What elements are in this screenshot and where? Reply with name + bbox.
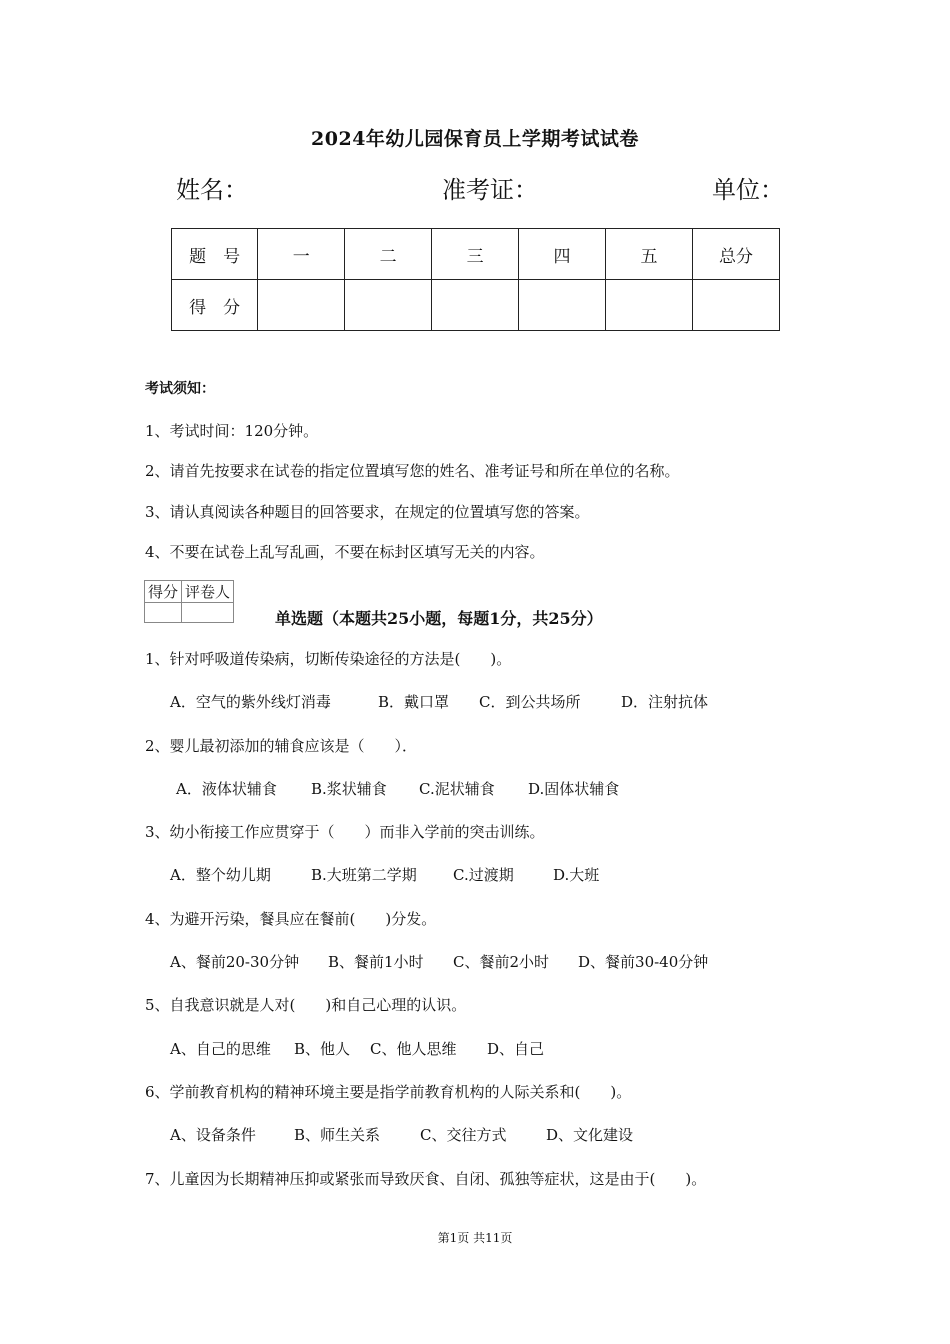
option-c[interactable]: C、他人思维 bbox=[370, 1040, 457, 1058]
option-d[interactable]: D．注射抗体 bbox=[621, 693, 709, 711]
score-table-header-cell: 三 bbox=[432, 229, 519, 280]
option-b[interactable]: B、他人 bbox=[294, 1040, 351, 1058]
option-b[interactable]: B.浆状辅食 bbox=[311, 780, 387, 798]
page-footer: 第1页 共11页 bbox=[437, 1231, 513, 1245]
score-table-header-row bbox=[172, 229, 780, 280]
score-cell[interactable] bbox=[606, 280, 693, 331]
option-b[interactable]: B、餐前1小时 bbox=[328, 953, 424, 971]
option-a[interactable]: A．整个幼儿期 bbox=[170, 866, 271, 884]
option-a[interactable]: A．液体状辅食 bbox=[176, 780, 277, 798]
grader-box bbox=[144, 580, 234, 623]
notice-item: 4、不要在试卷上乱写乱画，不要在标封区填写无关的内容。 bbox=[145, 543, 545, 561]
option-d[interactable]: D、自己 bbox=[487, 1040, 545, 1058]
option-d[interactable]: D、文化建设 bbox=[546, 1126, 634, 1144]
score-cell[interactable] bbox=[692, 280, 779, 331]
option-b[interactable]: B．戴口罩 bbox=[378, 693, 450, 711]
page-title: 2024年幼儿园保育员上学期考试试卷 bbox=[311, 128, 639, 150]
notice-item: 1、考试时间：120分钟。 bbox=[145, 422, 319, 440]
question-text: 7、儿童因为长期精神压抑或紧张而导致厌食、自闭、孤独等症状，这是由于( )。 bbox=[145, 1170, 707, 1188]
option-c[interactable]: C．到公共场所 bbox=[479, 693, 581, 711]
option-a[interactable]: A、餐前20-30分钟 bbox=[170, 953, 300, 971]
question-text: 5、自我意识就是人对( )和自己心理的认识。 bbox=[145, 996, 467, 1014]
score-table-header-cell: 五 bbox=[606, 229, 693, 280]
score-row-label: 得 分 bbox=[172, 280, 258, 331]
option-d[interactable]: D.大班 bbox=[553, 866, 600, 884]
notice-heading: 考试须知： bbox=[145, 381, 215, 397]
score-table-header-cell: 四 bbox=[519, 229, 606, 280]
exam-number-label: 准考证： bbox=[442, 176, 538, 204]
section-title: 单选题（本题共25小题，每题1分，共25分） bbox=[275, 609, 603, 628]
score-table-header-cell: 题 号 bbox=[172, 229, 258, 280]
option-c[interactable]: C.过渡期 bbox=[453, 866, 514, 884]
score-table-header-cell: 一 bbox=[258, 229, 345, 280]
question-text: 1、针对呼吸道传染病，切断传染途径的方法是( )。 bbox=[145, 650, 512, 668]
score-table-header-cell: 总分 bbox=[692, 229, 779, 280]
notice-item: 3、请认真阅读各种题目的回答要求，在规定的位置填写您的答案。 bbox=[145, 503, 590, 521]
score-cell[interactable] bbox=[432, 280, 519, 331]
grader-score-cell[interactable] bbox=[145, 603, 182, 623]
score-cell[interactable] bbox=[345, 280, 432, 331]
grader-name-label: 评卷人 bbox=[182, 581, 234, 603]
option-a[interactable]: A．空气的紫外线灯消毒 bbox=[170, 693, 331, 711]
score-cell[interactable] bbox=[258, 280, 345, 331]
option-c[interactable]: C、交往方式 bbox=[420, 1126, 507, 1144]
option-c[interactable]: C.泥状辅食 bbox=[419, 780, 495, 798]
notice-item: 2、请首先按要求在试卷的指定位置填写您的姓名、准考证号和所在单位的名称。 bbox=[145, 462, 680, 480]
score-table bbox=[171, 228, 780, 331]
option-b[interactable]: B.大班第二学期 bbox=[311, 866, 417, 884]
score-cell[interactable] bbox=[519, 280, 606, 331]
question-text: 2、婴儿最初添加的辅食应该是（ ）． bbox=[145, 737, 418, 755]
question-text: 4、为避开污染，餐具应在餐前( )分发。 bbox=[145, 910, 437, 928]
score-table-header-cell: 二 bbox=[345, 229, 432, 280]
candidate-info-row bbox=[176, 170, 784, 204]
question-text: 3、幼小衔接工作应贯穿于（ ）而非入学前的突击训练。 bbox=[145, 823, 545, 841]
unit-label: 单位： bbox=[712, 176, 784, 204]
name-label: 姓名： bbox=[176, 176, 248, 204]
option-c[interactable]: C、餐前2小时 bbox=[453, 953, 550, 971]
grader-name-cell[interactable] bbox=[182, 603, 234, 623]
option-d[interactable]: D.固体状辅食 bbox=[528, 780, 620, 798]
option-d[interactable]: D、餐前30-40分钟 bbox=[578, 953, 709, 971]
grader-score-label: 得分 bbox=[145, 581, 182, 603]
score-table-score-row bbox=[172, 280, 780, 331]
option-a[interactable]: A、自己的思维 bbox=[170, 1040, 271, 1058]
option-a[interactable]: A、设备条件 bbox=[170, 1126, 256, 1144]
option-b[interactable]: B、师生关系 bbox=[294, 1126, 381, 1144]
question-text: 6、学前教育机构的精神环境主要是指学前教育机构的人际关系和( )。 bbox=[145, 1083, 632, 1101]
